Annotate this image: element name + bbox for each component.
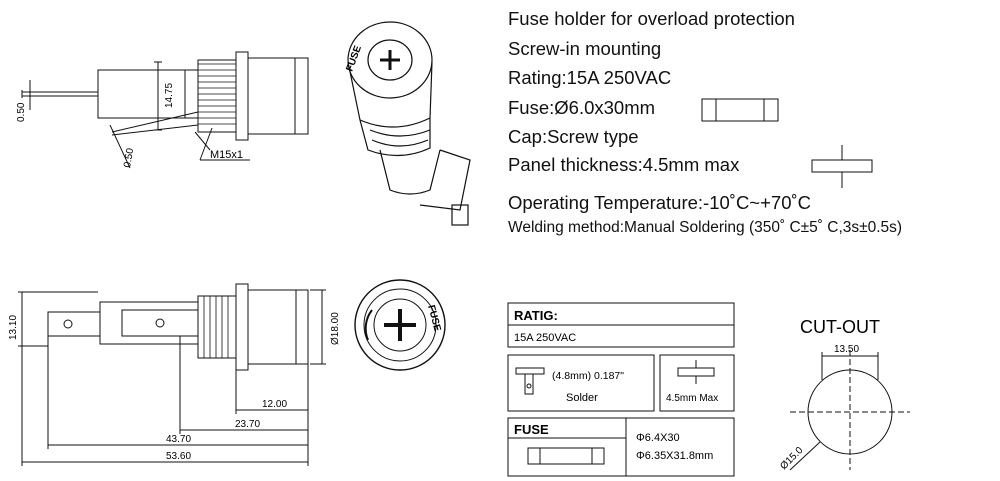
terminal-text: (4.8mm) 0.187" (552, 370, 625, 382)
bottom-dim-c: 43.70 (166, 434, 192, 445)
spec-line-5: Cap:Screw type (508, 126, 639, 147)
panel-label: 4.5mm Max (666, 393, 719, 404)
cutout-width: 13.50 (834, 344, 860, 355)
bottom-thread-lines (204, 296, 228, 358)
fuse-spec1: Φ6.4X30 (636, 432, 680, 444)
thread-label: M15x1 (210, 149, 244, 161)
spec-line-3: Rating:15A 250VAC (508, 67, 672, 88)
iso-cap-label: FUSE (344, 44, 364, 74)
bottom-dim-d: 53.60 (166, 451, 192, 462)
ratig-header: RATIG: (514, 308, 558, 323)
spec-line-4: Fuse:Ø6.0x30mm (508, 97, 656, 118)
spec-line-6: Panel thickness:4.5mm max (508, 154, 740, 175)
spec-panel-icon (812, 145, 872, 188)
fuse-header: FUSE (514, 422, 549, 437)
terminal-label: Solder (566, 392, 598, 404)
cap-front-label: FUSE (425, 303, 443, 333)
top-dim-height: 14.75 (164, 82, 175, 108)
bottom-dim-height: 13.10 (8, 314, 19, 340)
spec-line-8: Welding method:Manual Soldering (350˚ C±5˚ C,3s±0.5s) (508, 219, 903, 236)
spec-line-1: Fuse holder for overload protection (508, 8, 795, 29)
bottom-dim-b: 23.70 (235, 419, 261, 430)
spec-line-7: Operating Temperature:-10˚C~+70˚C (508, 192, 812, 213)
bottom-dim-a: 12.00 (262, 399, 288, 410)
cutout-diameter: Ø15.0 (778, 445, 806, 473)
thread-lines (198, 64, 236, 124)
bottom-dim-diameter: Ø18.00 (330, 312, 341, 345)
fuse-spec2: Φ6.35X31.8mm (636, 450, 714, 462)
cutout-drawing (790, 350, 910, 470)
top-side-view (22, 52, 308, 168)
ratig-value: 15A 250VAC (514, 332, 577, 344)
isometric-view (348, 22, 470, 225)
top-dim-lead: 0.50 (16, 102, 27, 122)
cutout-title: CUT-OUT (800, 317, 880, 337)
spec-line-2: Screw-in mounting (508, 38, 662, 59)
spec-fuse-icon (702, 99, 778, 121)
top-dim-angle: 0.50 (122, 147, 137, 169)
